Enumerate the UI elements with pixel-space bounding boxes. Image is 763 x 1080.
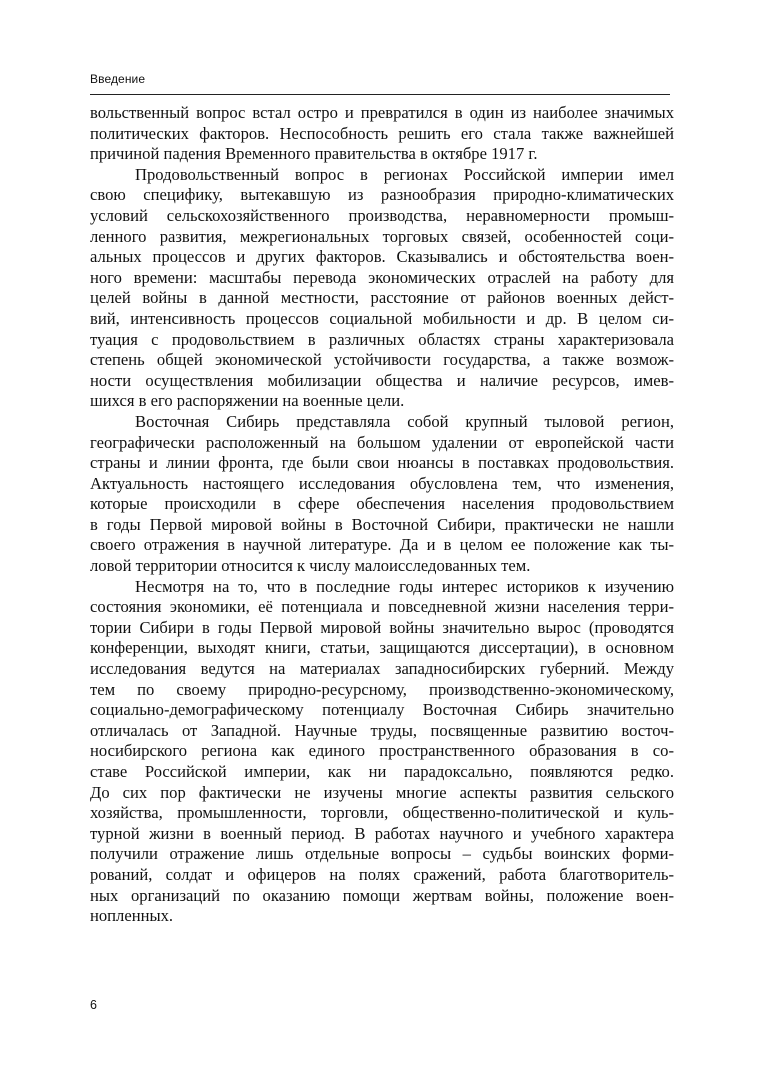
- text-line: ловой территории относится к числу малоисследованных тем.: [90, 556, 531, 576]
- paragraph-1: [90, 103, 674, 165]
- text-line: вольственный вопрос встал остро и превратился в один из наиболее значимых: [90, 103, 674, 122]
- text-line: ленного развития, межрегиональных торговых связей, особенностей соци-: [90, 226, 674, 246]
- text-line: ности осуществления мобилизации общества и наличие ресурсов, имев-: [90, 370, 674, 390]
- text-line: конференции, выходят книги, статьи, защищаются диссертации), в основном: [90, 638, 674, 658]
- text-line: шихся в его распоряжении на военные цели.: [90, 391, 405, 411]
- running-head: Введение: [90, 72, 146, 86]
- text-line: рований, солдат и офицеров на полях сражений, работа благотворитель-: [90, 864, 674, 884]
- text-line: ных организаций по оказанию помощи жертвам войны, положение воен-: [90, 885, 674, 905]
- text-line: туация с продовольствием в различных областях страны характеризовала: [90, 329, 674, 349]
- text-line: носибирского региона как единого пространственного образования в со-: [90, 741, 674, 761]
- text-line: турной жизни в военный период. В работах научного и учебного характера: [90, 823, 674, 843]
- text-line: Продовольственный вопрос в регионах Российской империи имел: [135, 164, 674, 184]
- text-line: тем по своему природно-ресурсному, производственно-экономическому,: [90, 679, 674, 699]
- text-line: тории Сибири в годы Первой мировой войны значительно вырос (проводятся: [90, 617, 674, 637]
- text-line: которые происходили в сфере обеспечения населения продовольствием: [90, 494, 674, 514]
- paragraph-4: [90, 577, 674, 927]
- text-line: причиной падения Временного правительства в октябре 1917 г.: [90, 144, 538, 164]
- text-line: политических факторов. Неспособность решить его стала также важнейшей: [90, 123, 674, 143]
- text-line: условий сельскохозяйственного производства, неравномерности промыш-: [90, 205, 674, 225]
- text-line: в годы Первой мировой войны в Восточной Сибири, практически не нашли: [90, 514, 674, 534]
- paragraph-2: [90, 165, 674, 412]
- text-line: страны и линии фронта, где были свои нюансы в поставках продовольствия.: [90, 453, 674, 473]
- text-line: До сих пор фактически не изучены многие аспекты развития сельского: [90, 782, 674, 802]
- text-line: Актуальность настоящего исследования обусловлена тем, что изменения,: [90, 473, 674, 493]
- header-rule: [90, 94, 670, 95]
- text-line: целей войны в данной местности, расстояние от районов военных дейст-: [90, 288, 674, 308]
- text-line: свою специфику, вытекавшую из разнообразия природно-климатических: [90, 185, 674, 205]
- text-line: вий, интенсивность процессов социальной мобильности и др. В целом си-: [90, 308, 674, 328]
- text-line: хозяйства, промышленности, торговли, общественно-политической и куль-: [90, 803, 674, 823]
- text-line: своего отражения в научной литературе. Да и в целом ее положение как ты-: [90, 535, 674, 555]
- text-line: социально-демографическому потенциалу Восточная Сибирь значительно: [90, 700, 674, 720]
- text-line: ставе Российской империи, как ни парадоксально, появляются редко.: [90, 762, 674, 781]
- text-line: географически расположенный на большом удалении от европейской части: [90, 432, 674, 452]
- text-line: Несмотря на то, что в последние годы интерес историков к изучению: [135, 576, 674, 596]
- text-line: ного времени: масштабы перевода экономических отраслей на работу для: [90, 267, 674, 287]
- text-line: получили отражение лишь отдельные вопросы – судьбы воинских форми-: [90, 844, 674, 864]
- text-line: степень общей экономической устойчивости государства, а также возмож-: [90, 350, 674, 370]
- page-number: 6: [90, 998, 97, 1012]
- text-line: отличалась от Западной. Научные труды, посвященные развитию восточ-: [90, 720, 674, 740]
- text-line: альных процессов и других факторов. Сказывались и обстоятельства воен-: [90, 247, 674, 267]
- text-line: исследования ведутся на материалах западносибирских губерний. Между: [90, 659, 674, 679]
- text-line: состояния экономики, её потенциала и повседневной жизни населения терри-: [90, 597, 674, 617]
- paragraph-3: [90, 412, 674, 577]
- text-line: Восточная Сибирь представляла собой крупный тыловой регион,: [135, 411, 674, 431]
- text-line: нопленных.: [90, 906, 174, 926]
- body-text: [90, 103, 674, 927]
